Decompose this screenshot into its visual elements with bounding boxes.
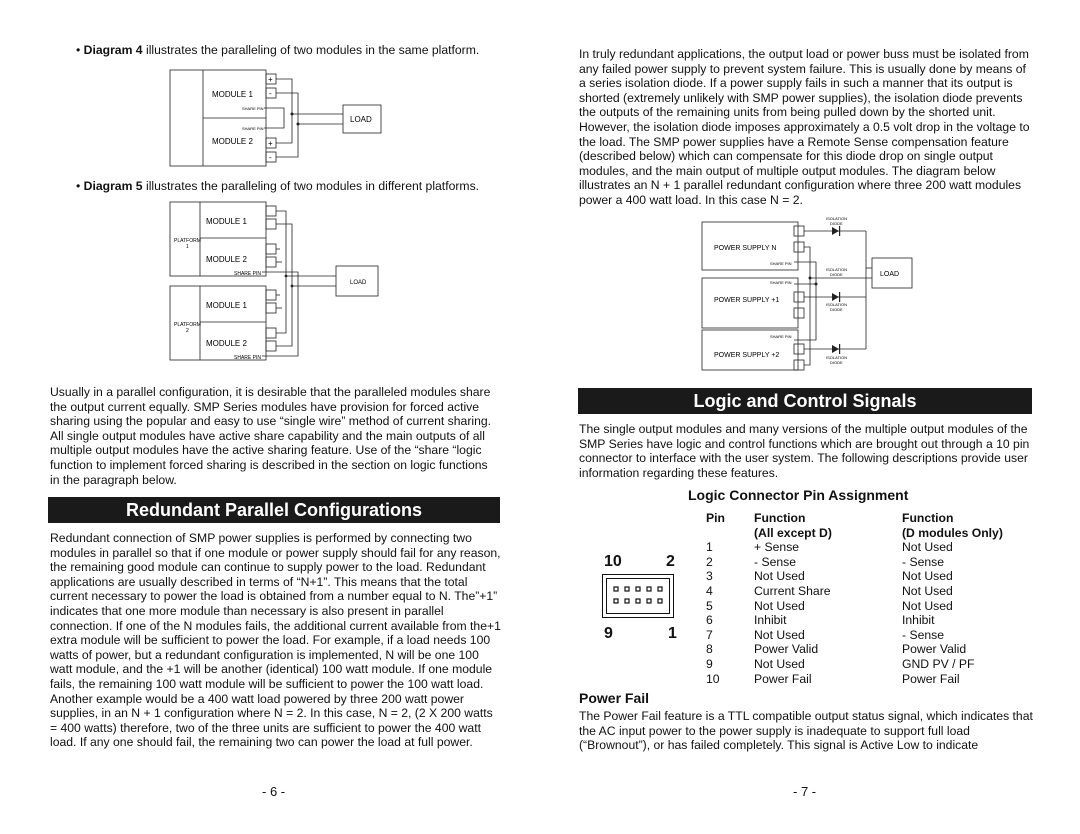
function-all: Power Valid	[754, 642, 819, 657]
function-all: Not Used	[754, 656, 805, 671]
ps-1-label: POWER SUPPLY +1	[714, 297, 780, 304]
logic-paragraph: The single output modules and many versions of the multiple output modules of the SMP Series have logic and control functions which are brought out through a 10 pin connector to interface with the user system. The following descriptions provide user information regarding these features.	[579, 422, 1030, 480]
bullet-dot: •	[76, 43, 84, 57]
function-d: Power Valid	[902, 642, 967, 657]
isolation-label: ISOLATION	[826, 302, 848, 307]
platform1-number: 1	[186, 244, 189, 250]
table-row	[706, 642, 1012, 657]
table-row	[706, 628, 1012, 643]
table-header-row	[706, 511, 1012, 526]
isolation-label: ISOLATION	[826, 355, 848, 360]
table-row	[706, 540, 1012, 555]
plus-label: +	[268, 75, 273, 84]
share-pin-label: SHARE PIN	[770, 334, 792, 339]
module2-label: MODULE 2	[212, 137, 253, 146]
diode-label: DIODE	[830, 360, 843, 365]
function-all: Not Used	[754, 569, 805, 584]
pin-number: 2	[706, 554, 713, 569]
share-pin-label: SHARE PIN	[234, 271, 261, 277]
function-d: - Sense	[902, 554, 945, 569]
module1-label: MODULE 1	[206, 301, 247, 310]
module1-label: MODULE 1	[206, 217, 247, 226]
connector-label-10: 10	[604, 553, 622, 570]
connector-pins	[613, 586, 665, 606]
platform2-number: 2	[186, 328, 189, 334]
diagram4-lead: Diagram 4	[83, 43, 143, 57]
pin-number: 9	[706, 656, 713, 671]
diagram5	[166, 198, 386, 366]
connector-label-2: 2	[666, 553, 675, 570]
table-row	[706, 555, 1012, 570]
function-d: Inhibit	[902, 613, 935, 628]
table-row	[706, 569, 1012, 584]
power-fail-heading: Power Fail	[579, 690, 650, 706]
function-d: GND PV / PF	[902, 656, 975, 671]
pin-number: 5	[706, 598, 713, 613]
function-all: Not Used	[754, 627, 805, 642]
function-d: - Sense	[902, 627, 945, 642]
pin-assignment-table	[706, 511, 1012, 686]
table-row	[706, 672, 1012, 687]
function-all: Not Used	[754, 598, 805, 613]
ps-2-label: POWER SUPPLY +2	[714, 352, 780, 359]
page-number-left: - 6 -	[262, 784, 286, 799]
module1-label: MODULE 1	[212, 90, 253, 99]
function-all: Inhibit	[754, 613, 787, 628]
share-pin-label: SHARE PIN	[770, 261, 792, 266]
diode-label: DIODE	[830, 307, 843, 312]
pin-number: 10	[706, 671, 720, 686]
diagram4-caption	[76, 43, 516, 58]
subheader-pin	[706, 526, 754, 541]
function-d: Not Used	[902, 583, 953, 598]
table-row	[706, 613, 1012, 628]
function-all: Current Share	[754, 583, 831, 598]
function-all: Power Fail	[754, 671, 812, 686]
diagram4-text: illustrates the paralleling of two modules in the same platform.	[142, 43, 480, 57]
diagram5-caption	[76, 179, 516, 194]
pin-number: 1	[706, 540, 713, 555]
current-sharing-paragraph: Usually in a parallel configuration, it is desirable that the paralleled modules share the output current equally. SMP Series modules have provision for forced active sharing using the popular and easy to use “single wire” method of current sharing. All single output modules have active share capability and the main outputs of all multiple output modules have the active sharing feature. Use of the “share “logic function to implement forced sharing is described in the section on logic functions in the paragraph below.	[50, 385, 492, 487]
pin-number: 8	[706, 642, 713, 657]
pin-number: 4	[706, 583, 713, 598]
minus-label: -	[269, 89, 272, 98]
redundant-section-banner: Redundant Parallel Configurations	[48, 497, 500, 523]
header-function-all: Function	[754, 511, 806, 525]
ps-n-label: POWER SUPPLY N	[714, 245, 777, 252]
connector-label-1: 1	[668, 625, 677, 642]
connector-label-9: 9	[604, 625, 613, 642]
isolation-paragraph: In truly redundant applications, the output load or power buss must be isolated from any failed power supply to prevent system failure. This is usually done by means of a series isolation diode. If a power supply fails in such a manner that its output is shorted (extremely unlikely with SMP power supplies), the isolation diode prevents the outputs of the remaining units from being pulled down by the shorted unit. However, the isolation diode imposes approximately a 0.5 volt drop in the voltage to the load. The SMP power supplies have a Remote Sense compensation feature (described below) which can compensate for this diode drop on single output modules, and the main output of multiple output modules. The diagram below illustrates an N + 1 parallel redundant configuration where three 200 watt modules power a 400 watt load. In this case N = 2.	[579, 47, 1030, 207]
diagram5-text: illustrates the paralleling of two modules in different platforms.	[142, 179, 480, 193]
share-pin-label: SHARE PIN	[242, 126, 264, 131]
subheader-function-d: (D modules Only)	[902, 525, 1003, 540]
diagram4	[160, 66, 400, 170]
logic-section-banner: Logic and Control Signals	[578, 388, 1032, 414]
redundant-diagram	[698, 214, 916, 374]
load-label: LOAD	[350, 280, 367, 286]
redundant-paragraph: Redundant connection of SMP power supplies is performed by connecting two modules in parallel so that if one module or power supply should fail for any reason, the remaining good module can continue to supply power to the load. Redundant applications are usually described in terms of “N+1”. This means that the total current necessary to power the load is obtained from a number equal to N. The”+1” indicates that one more module than necessary is also present in parallel connection. If one of the N modules fails, the additional current available from the+1 extra module will be sufficient to power the load. For example, if a load needs 100 watts of power, but a redundant configuration is implemented, N will be one 100 watt module, and the +1 will be another (identical) 100 watt module. If one module fails, the remaining 100 watt module will be sufficient to power the 100 watt load. Another example would be a 400 watt load powered by three 200 watt power supplies, in an N + 1 configuration where N = 2. In this case, N = 2, (2 X 200 watts = 400 watts) therefore, two of the three units are sufficient to power the 400 watt load. If any one should fail, the remaining two can power the load at full power.	[50, 531, 501, 750]
share-pin-label: SHARE PIN	[770, 280, 792, 285]
diode-label: DIODE	[830, 221, 843, 226]
power-fail-paragraph: The Power Fail feature is a TTL compatible output status signal, which indicates that the AC input power to the power supply is inadequate to support full load (“Brownout”), or has failed completely. This signal is Active Low to indicate	[579, 709, 1033, 753]
platform2-label: PLATFORM	[174, 322, 201, 328]
diode-label: DIODE	[830, 272, 843, 277]
function-d: Power Fail	[902, 671, 960, 686]
connector-outline	[602, 574, 674, 618]
page-number-right: - 7 -	[793, 784, 817, 799]
share-pin-label: SHARE PIN	[234, 355, 261, 361]
table-row	[706, 657, 1012, 672]
pin-number: 6	[706, 613, 713, 628]
plus-label: +	[268, 139, 273, 148]
module2-label: MODULE 2	[206, 339, 247, 348]
load-label: LOAD	[350, 115, 372, 124]
diagram5-lead: Diagram 5	[83, 179, 143, 193]
pin-assignment-heading: Logic Connector Pin Assignment	[688, 487, 909, 503]
function-d: Not Used	[902, 569, 953, 584]
table-subheader-row	[706, 526, 1012, 541]
isolation-label: ISOLATION	[826, 216, 848, 221]
load-label: LOAD	[880, 271, 900, 278]
module2-label: MODULE 2	[206, 255, 247, 264]
function-all: - Sense	[754, 554, 797, 569]
function-d: Not Used	[902, 598, 953, 613]
table-row	[706, 599, 1012, 614]
connector-diagram	[592, 548, 692, 648]
function-d: Not Used	[902, 540, 953, 555]
bullet-dot: •	[76, 179, 84, 193]
isolation-label: ISOLATION	[826, 267, 848, 272]
pin-number: 7	[706, 627, 713, 642]
function-all: + Sense	[754, 540, 800, 555]
subheader-function-all: (All except D)	[754, 525, 832, 540]
share-pin-label: SHARE PIN	[242, 106, 264, 111]
minus-label: -	[269, 153, 272, 162]
header-pin: Pin	[706, 511, 725, 525]
table-row	[706, 584, 1012, 599]
header-function-d: Function	[902, 511, 954, 525]
pin-number: 3	[706, 569, 713, 584]
platform1-label: PLATFORM	[174, 238, 201, 244]
